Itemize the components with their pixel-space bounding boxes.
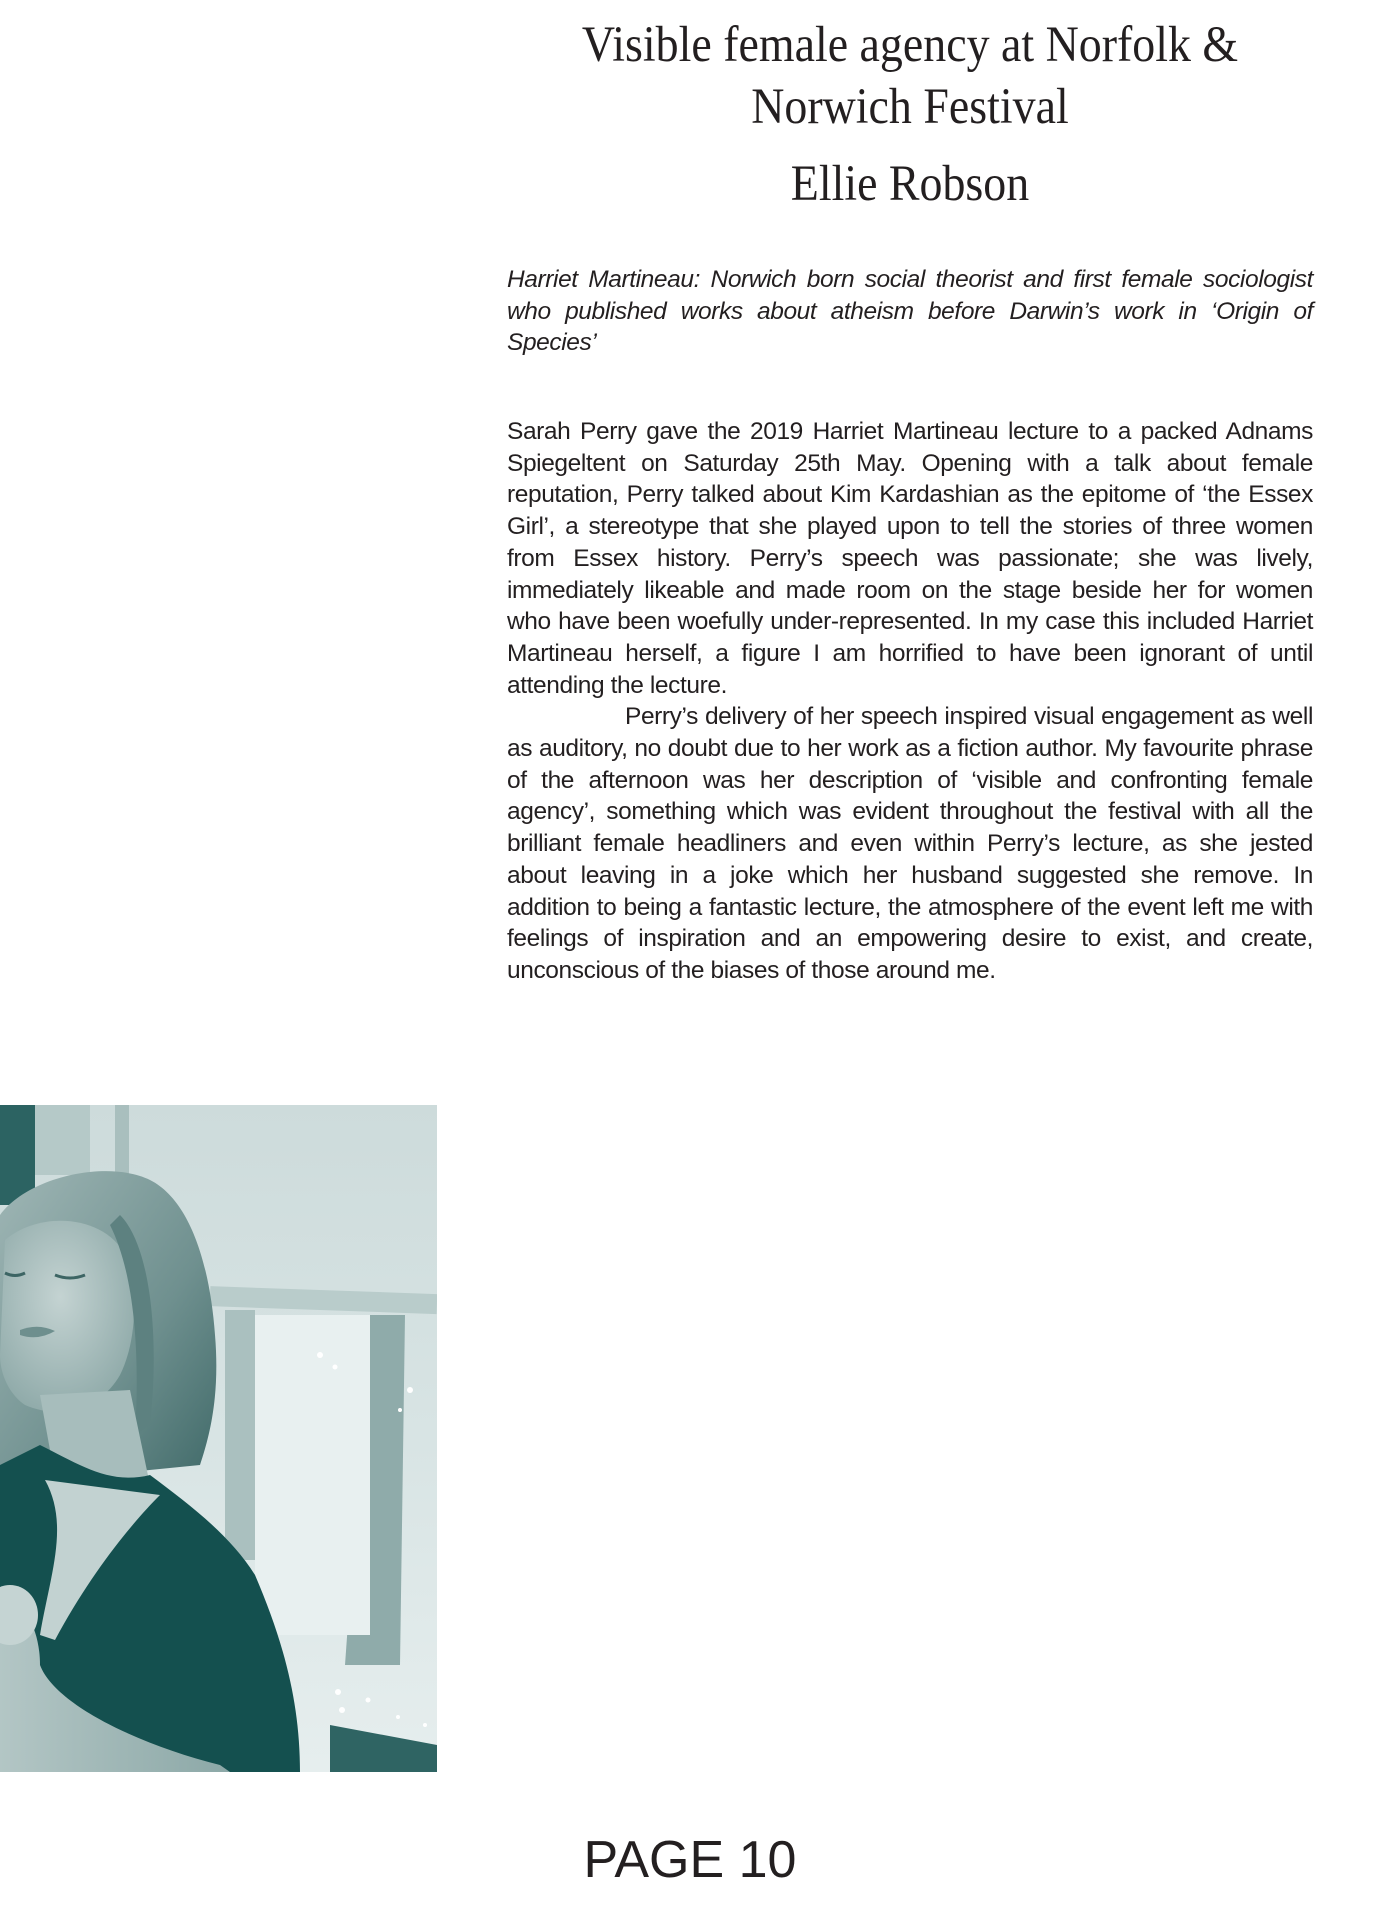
- photo-post: [225, 1310, 255, 1560]
- page-number: PAGE 10: [583, 1831, 797, 1889]
- article-title: [541, 14, 1279, 138]
- photo-illustration: [0, 1105, 437, 1772]
- article-title-line-2: Norwich Festival: [751, 79, 1069, 135]
- photo-dark-doorway: [0, 1105, 35, 1205]
- photo-caption: Harriet Martineau: Norwich born social theorist and first female sociologist who published works about atheism before Darwin’s work in ‘Origin of Species’: [507, 266, 1313, 356]
- article-author: Ellie Robson: [790, 156, 1030, 212]
- photo-bright-area: [255, 1315, 370, 1635]
- article-title-line-1: Visible female agency at Norfolk &: [581, 17, 1239, 73]
- article-paragraph: Sarah Perry gave the 2019 Harriet Martineau lecture to a packed Adnams Spiegeltent on Saturday 25th May. Opening with a talk about female reputation, Perry talked about Kim Kardashian as the epitome of ‘the Essex Girl’, a stereotype that she played upon to tell the stories of three women from Essex history. Perry’s speech was passionate; she was lively, immediately likeable and made room on the stage beside her for women who have been woefully under-represented. In my case this included Harriet Martineau herself, a figure I am horrified to have been ignorant of until attending the lecture.: [507, 418, 1313, 699]
- photo-window-frame: [35, 1105, 90, 1175]
- article-photo: [0, 1105, 437, 1772]
- article-body: [507, 416, 1313, 987]
- article-paragraph: Perry’s delivery of her speech inspired visual engagement as well as auditory, no doubt due to her work as a fiction author. My favourite phrase of the afternoon was her description of ‘visible and confronting female agency’, something which was evident throughout the festival with all the brilliant female headliners and even within Perry’s lecture, as she jested about leaving in a joke which her husband suggested she remove. In addition to being a fantastic lecture, the atmosphere of the event left me with feelings of inspiration and an empowering desire to exist, and create, unconscious of the biases of those around me.: [507, 703, 1313, 984]
- photo-face: [0, 1221, 134, 1412]
